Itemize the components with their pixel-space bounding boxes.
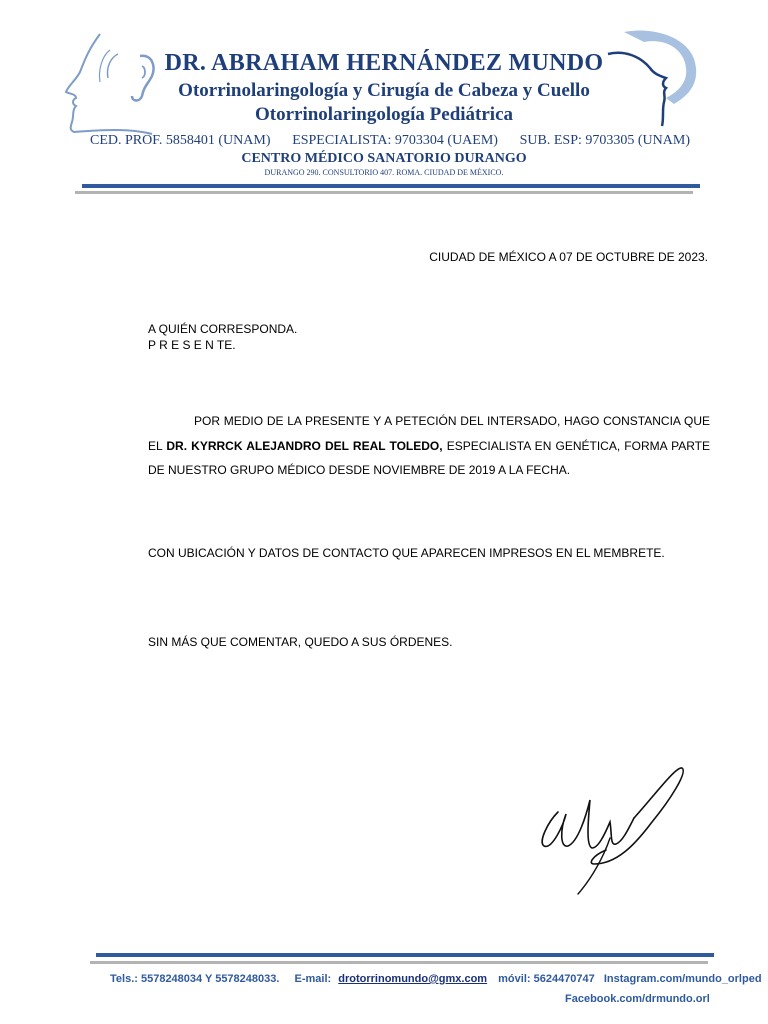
contact-note-line: CON UBICACIÓN Y DATOS DE CONTACTO QUE APARECEN IMPRESOS EN EL MEMBRETE. [148, 546, 665, 560]
address-line: DURANGO 290. CONSULTORIO 407. ROMA. CIUDAD DE MÉXICO. [264, 168, 504, 177]
footer-email-link[interactable]: drotorrinomundo@gmx.com [338, 973, 488, 985]
doctor-name: DR. ABRAHAM HERNÁNDEZ MUNDO [164, 50, 604, 76]
closing-line: SIN MÁS QUE COMENTAR, QUEDO A SUS ÓRDENES. [148, 635, 453, 649]
footer-instagram[interactable]: Instagram.com/mundo_orlped [603, 973, 762, 985]
credential-especialista: ESPECIALISTA: 9703304 (UAEM) [292, 133, 498, 148]
footer-facebook[interactable]: Facebook.com/drmundo.orl [565, 993, 710, 1005]
footer-divider-gray [90, 961, 708, 964]
credential-ced-prof: CED. PROF. 5858401 (UNAM) [90, 133, 271, 148]
credentials-row [90, 133, 690, 149]
specialty-line-2: Otorrinolaringología Pediátrica [254, 104, 514, 125]
salutation-line-2: P R E S E N TE. [148, 338, 236, 352]
footer-mobile: móvil: 5624470747 [498, 973, 595, 985]
salutation-line-1: A QUIÉN CORRESPONDA. [148, 322, 298, 336]
footer-divider-blue [96, 953, 714, 957]
footer-phones: Tels.: 5578248034 Y 5578248033. [110, 973, 280, 985]
footer-email-label: E-mail: [294, 973, 332, 985]
footer-contact-line [110, 973, 762, 985]
medical-center-name: CENTRO MÉDICO SANATORIO DURANGO [241, 151, 527, 166]
doctor-named-bold: DR. KYRRCK ALEJANDRO DEL REAL TOLEDO, [166, 438, 443, 453]
header-divider-gray [75, 191, 693, 194]
credential-sub-esp: SUB. ESP: 9703305 (UNAM) [519, 133, 690, 148]
paragraph-text-before: POR MEDIO DE LA PRESENTE Y A PETECIÓN DEL INTERSADO, HAGO CONSTANCIA QUE EL [148, 414, 710, 453]
header-divider-blue [82, 184, 700, 188]
main-paragraph [148, 409, 710, 483]
specialty-line-1: Otorrinolaringología y Cirugía de Cabeza y Cuello [178, 80, 590, 101]
salutation-block [148, 321, 297, 353]
handwritten-signature [530, 760, 700, 900]
date-line: CIUDAD DE MÉXICO A 07 DE OCTUBRE DE 2023. [429, 250, 708, 264]
paragraph-text-after: ESPECIALISTA EN GENÉTICA, FORMA PARTE DE NUESTRO GRUPO MÉDICO DESDE NOVIEMBRE DE 2019 A LA FECHA. [148, 438, 710, 477]
